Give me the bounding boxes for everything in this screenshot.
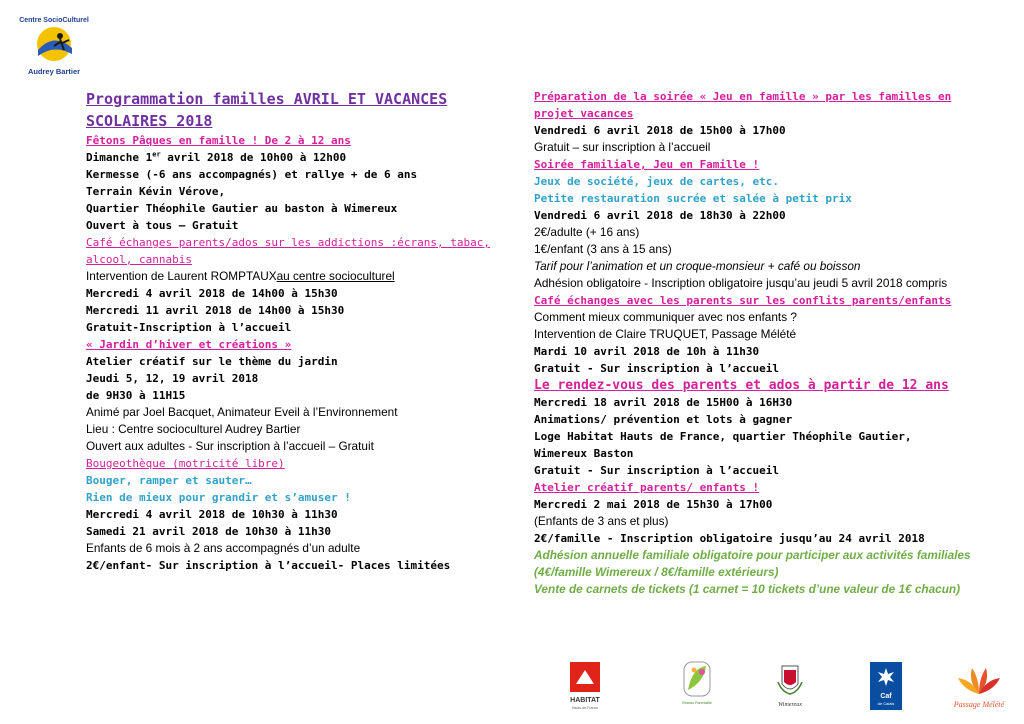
event-date: Mercredi 4 avril 2018 de 14h00 à 15h30 [86,287,338,300]
caf-sub: de Calais [877,701,895,706]
event-location: Quartier Théophile Gautier au baston à Wimereux [86,202,398,215]
event-date: Mercredi 11 avril 2018 de 14h00 à 15h30 [86,304,345,317]
passage-melete-label: Passage Mélété [953,700,1005,709]
habitat-logo [566,660,604,712]
left-column [86,88,506,574]
section-heading-preparation-cont: projet vacances [534,107,634,120]
caf-logo [866,660,906,712]
wimereux-label: Wimereux [778,702,802,708]
section-heading-addictions: Café échanges parents/ados sur les addictions :écrans, tabac, [86,236,490,249]
event-location: Loge Habitat Hauts de France, quartier Théophile Gautier, [534,430,912,443]
membership-prices: (4€/famille Wimereux / 8€/famille extérieurs) [534,565,779,579]
event-date: Dimanche 1er avril 2018 de 10h00 à 12h00 [86,150,347,164]
event-note: Tarif pour l’animation et un croque-monsieur + café ou boisson [534,259,861,273]
event-price: Ouvert aux adultes - Sur inscription à l’accueil – Gratuit [86,439,374,453]
event-date: Mardi 10 avril 2018 de 10h à 11h30 [534,345,760,358]
event-price: Gratuit – sur inscription à l’accueil [534,140,711,154]
event-date: Vendredi 6 avril 2018 de 15h00 à 17h00 [534,124,786,137]
right-column [534,88,1014,598]
event-date: Samedi 21 avril 2018 de 10h30 à 11h30 [86,525,332,538]
event-tagline: Petite restauration sucrée et salée à petit prix [534,192,852,205]
section-heading-bougeotheque: Bougeothèque (motricité libre) [86,457,285,470]
caf-label: Caf [880,693,892,700]
event-tagline: Bouger, ramper et sauter… [86,474,252,487]
wimereux-logo [770,660,810,712]
passage-melete-logo [946,660,1012,712]
section-heading-addictions-cont: alcool, cannabis [86,253,192,266]
section-heading-soiree: Soirée familiale, Jeu en Famille ! [534,158,760,171]
event-audience: Enfants de 6 mois à 2 ans accompagnés d’un adulte [86,541,361,555]
section-heading-ados: Le rendez-vous des parents et ados à partir de 12 ans [534,378,949,393]
event-location: Wimereux Baston [534,447,634,460]
section-heading-paques: Fêtons Pâques en famille ! De 2 à 12 ans [86,134,351,147]
membership-note: Adhésion annuelle familiale obligatoire pour participer aux activités familiales [534,548,971,562]
event-price: 1€/enfant (3 ans à 15 ans) [534,242,672,256]
section-heading-jardin: « Jardin d’hiver et créations » [86,338,292,351]
centre-socioculturel-logo [14,10,94,80]
event-price: Gratuit - Sur inscription à l’accueil [534,464,780,477]
event-price: 2€/enfant- Sur inscription à l’accueil- Places limitées [86,559,451,572]
section-heading-atelier: Atelier créatif parents/ enfants ! [534,481,760,494]
event-date: Mercredi 2 mai 2018 de 15h30 à 17h00 [534,498,773,511]
logo-text-bottom: Audrey Bartier [27,67,81,76]
page-title-line-1: Programmation familles AVRIL ET VACANCES [86,90,448,108]
section-heading-preparation: Préparation de la soirée « Jeu en famille » par les familles en [534,90,952,103]
logo-text-top: Centre SocioCulturel [19,17,89,24]
event-price: 2€/famille - Inscription obligatoire jusqu’au 24 avril 2018 [534,532,925,545]
event-location: Terrain Kévin Vérove, [86,185,226,198]
event-registration: Adhésion obligatoire - Inscription obligatoire jusqu’au jeudi 5 avril 2018 compris [534,276,948,290]
event-price: Gratuit - Sur inscription à l’accueil [534,362,780,375]
event-speaker: Intervention de Claire TRUQUET, Passage Mélété [534,327,797,341]
event-price: 2€/adulte (+ 16 ans) [534,225,640,239]
event-detail: Comment mieux communiquer avec nos enfants ? [534,310,797,324]
event-tagline: Rien de mieux pour grandir et s’amuser ! [86,491,351,504]
event-time: de 9H30 à 11H15 [86,389,186,402]
event-date: Mercredi 4 avril 2018 de 10h30 à 11h30 [86,508,338,521]
ticket-note: Vente de carnets de tickets (1 carnet = 10 tickets d’une valeur de 1€ chacun) [534,582,961,596]
event-detail: Animations/ prévention et lots à gagner [534,413,793,426]
habitat-label: HABITAT [570,697,600,704]
event-price: Gratuit-Inscription à l’accueil [86,321,292,334]
savoirs-logo [682,660,712,712]
event-date: Vendredi 6 avril 2018 de 18h30 à 22h00 [534,209,786,222]
page-title-line-2: SCOLAIRES 2018 [86,112,213,130]
habitat-sub: Hauts-de-France [571,706,599,710]
savoirs-label: Réseau Parentalité [682,701,712,705]
event-audience: (Enfants de 3 ans et plus) [534,514,669,528]
event-speaker: Intervention de Laurent ROMPTAUXau centre socioculturel [86,269,395,283]
event-date: Mercredi 18 avril 2018 de 15H00 à 16H30 [534,396,793,409]
event-price: Ouvert à tous – Gratuit [86,219,239,232]
event-detail: Atelier créatif sur le thème du jardin [86,355,338,368]
event-detail: Kermesse (-6 ans accompagnés) et rallye + de 6 ans [86,168,418,181]
event-location: Lieu : Centre socioculturel Audrey Bartier [86,422,301,436]
event-speaker: Animé par Joel Bacquet, Animateur Eveil à l’Environnement [86,405,398,419]
section-heading-conflits: Café échanges avec les parents sur les conflits parents/enfants [534,294,952,307]
event-date: Jeudi 5, 12, 19 avril 2018 [86,372,259,385]
event-tagline: Jeux de société, jeux de cartes, etc. [534,175,780,188]
